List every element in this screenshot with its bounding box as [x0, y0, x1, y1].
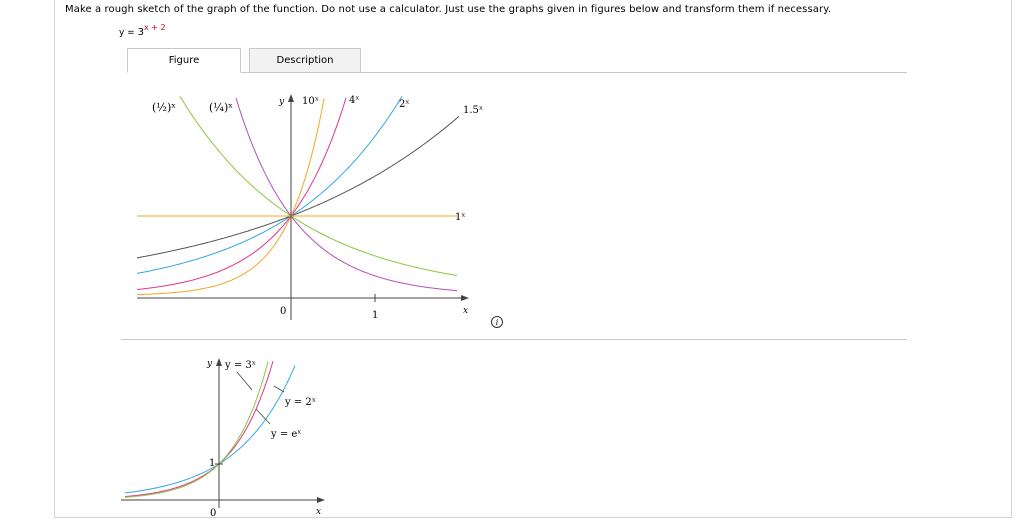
label-tick-one: 1: [372, 310, 379, 321]
tab-figure[interactable]: Figure: [127, 48, 241, 73]
info-icon[interactable]: i: [491, 316, 503, 328]
label-two-x: y = 2ˣ: [285, 397, 316, 408]
label-four: 4ˣ: [349, 95, 360, 106]
equation-lhs: y =: [119, 28, 138, 38]
label-zero-2: 0: [210, 508, 217, 519]
question-prompt: Make a rough sketch of the graph of the function. Do not use a calculator. Just use the graphs given in figures below and transform them if necessary.: [65, 4, 832, 15]
x-axis-arrow: [461, 295, 469, 301]
label-quarter: (¼)ˣ: [209, 101, 233, 114]
label-x-axis: x: [463, 306, 469, 316]
equation-exponent: x + 2: [143, 23, 166, 32]
label-onefive: 1.5ˣ: [463, 105, 484, 116]
tab-description[interactable]: Description: [249, 48, 361, 73]
pointer-three: [237, 372, 252, 390]
label-ten: 10ˣ: [302, 96, 319, 107]
equation-base: 3: [137, 27, 144, 38]
label-y-axis: y: [279, 97, 285, 107]
label-half: (½)ˣ: [152, 101, 176, 114]
curve-two-x: [125, 366, 295, 493]
exponential-comparison-figure: [55, 340, 1013, 522]
label-one-2: 1: [209, 458, 216, 469]
curve-half: [180, 96, 457, 275]
y-axis-arrow: [288, 94, 294, 102]
curve-three-x: [125, 362, 268, 498]
pointer-two: [274, 386, 284, 392]
curve-quarter: [236, 98, 457, 291]
curve-ten: [137, 99, 324, 295]
label-three-x: y = 3ˣ: [225, 360, 256, 371]
label-zero: 0: [280, 306, 287, 317]
curve-two: [137, 96, 402, 273]
label-x-axis-2: x: [316, 507, 322, 517]
y-axis-2-arrow: [216, 358, 222, 366]
label-one: 1ˣ: [455, 212, 466, 223]
curve-four: [137, 98, 346, 290]
curve-e-x: [125, 361, 273, 497]
label-e-x: y = eˣ: [271, 429, 302, 440]
label-y-axis-2: y: [207, 359, 213, 369]
label-two: 2ˣ: [399, 99, 410, 110]
curve-onefive: [137, 116, 459, 258]
x-axis-2-arrow: [317, 497, 325, 503]
question-panel: [54, 0, 1012, 518]
